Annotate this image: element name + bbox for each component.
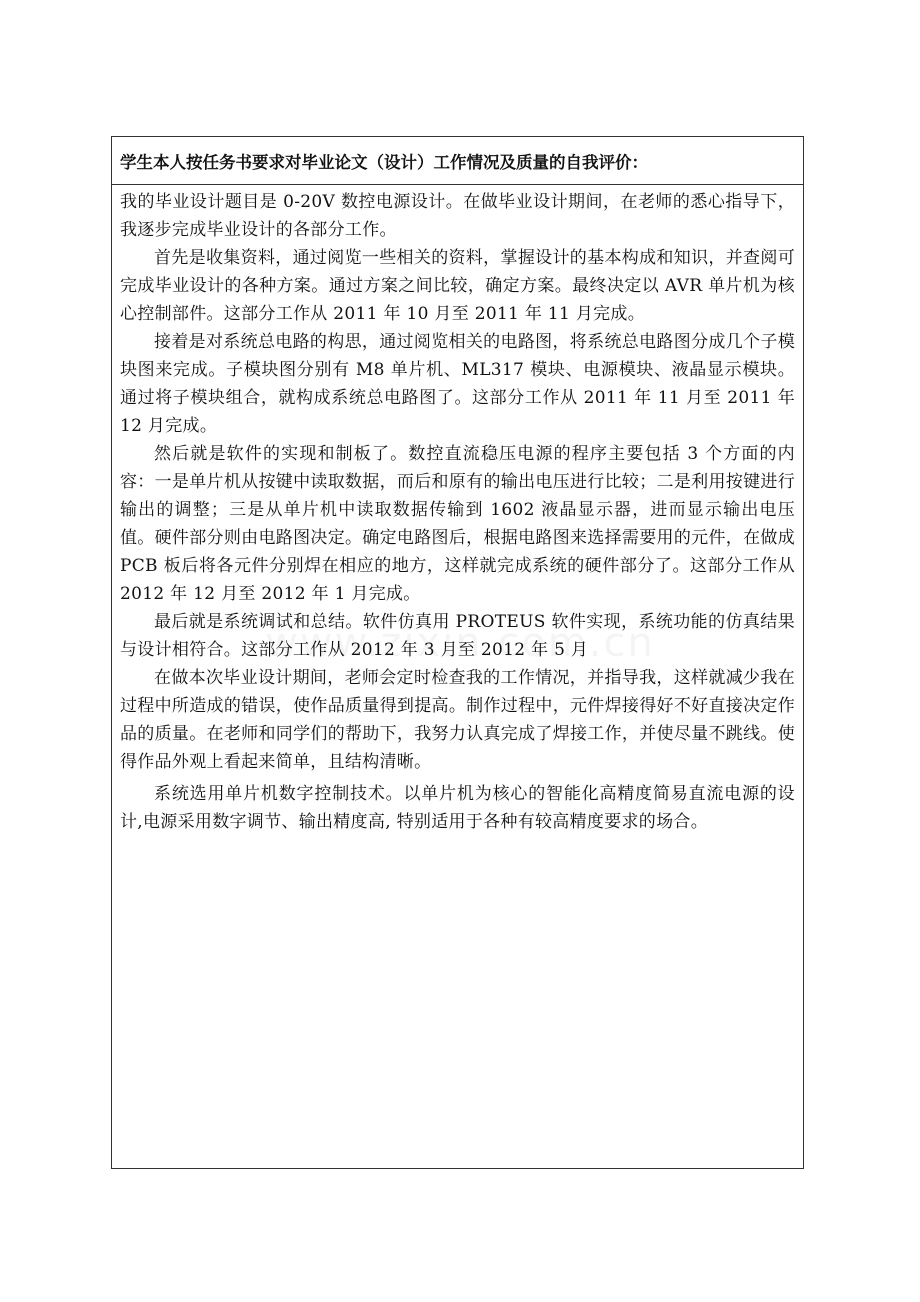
- paragraph-debugging: 最后就是系统调试和总结。软件仿真用 PROTEUS 软件实现，系统功能的仿真结果与设计相符合。这部分工作从 2012 年 3 月至 2012 年 5 月: [120, 612, 795, 660]
- paragraph-research: 首先是收集资料，通过阅览一些相关的资料，掌握设计的基本构成和知识，并查阅可完成毕业设计的各种方案。通过方案之间比较，确定方案。最终决定以 AVR 单片机为核心控制部件。这部分工作从 2011 年 10 月至 2011 年 11 月完成。: [120, 248, 795, 324]
- paragraph-summary: 系统选用单片机数字控制技术。以单片机为核心的智能化高精度简易直流电源的设计,电源采用数字调节、输出精度高, 特别适用于各种有较高精度要求的场合。: [120, 784, 795, 832]
- paragraph-software-board: 然后就是软件的实现和制板了。数控直流稳压电源的程序主要包括 3 个方面的内容：一是单片机从按键中读取数据，而后和原有的输出电压进行比较；二是利用按键进行输出的调整；三是从单片机中读取数据传输到 1602 液晶显示器，进而显示输出电压值。硬件部分则由电路图决定。确定电路图后，根据电路图来选择需要用的元件，在做成 PCB 板后将各元件分别焊在相应的地方，这样就完成系统的硬件部分了。这部分工作从 2012 年 12 月至 2012 年 1 月完成。: [120, 444, 795, 604]
- paragraph-guidance: 在做本次毕业设计期间，老师会定时检查我的工作情况，并指导我，这样就减少我在过程中所造成的错误，使作品质量得到提高。制作过程中，元件焊接得好不好直接决定作品的质量。在老师和同学们的帮助下，我努力认真完成了焊接工作，并使尽量不跳线。使得作品外观上看起来简单，且结构清晰。: [120, 668, 795, 772]
- self-evaluation-header: 学生本人按任务书要求对毕业论文（设计）工作情况及质量的自我评价：: [112, 137, 803, 185]
- paragraph-topic: 我的毕业设计题目是 0-20V 数控电源设计。在做毕业设计期间，在老师的悉心指导下，我逐步完成毕业设计的各部分工作。: [120, 192, 795, 240]
- self-evaluation-box: [111, 136, 804, 1169]
- self-evaluation-body: [112, 185, 803, 836]
- paragraph-circuit: 接着是对系统总电路的构思，通过阅览相关的电路图，将系统总电路图分成几个子模块图来完成。子模块图分别有 M8 单片机、ML317 模块、电源模块、液晶显示模块。通过将子模块组合，就构成系统总电路图了。这部分工作从 2011 年 11 月至 2011 年 12 月完成。: [120, 332, 795, 436]
